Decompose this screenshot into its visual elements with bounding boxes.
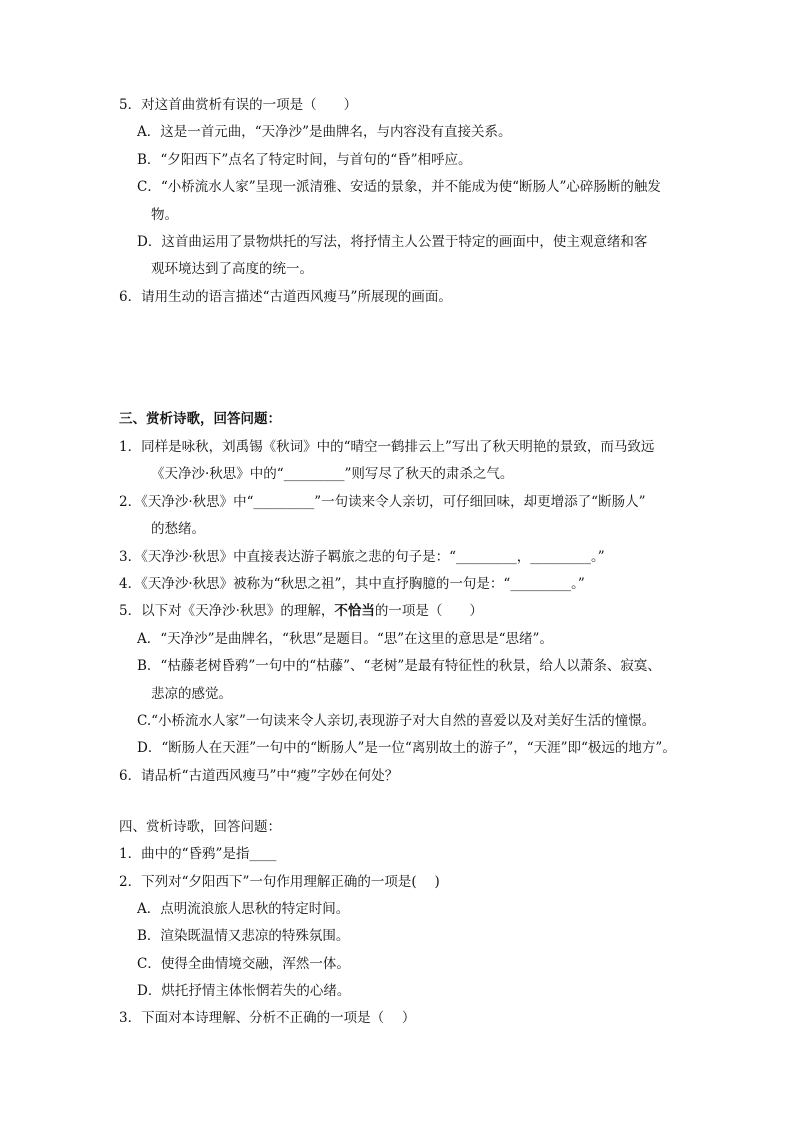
option-d-continued: 观环境达到了高度的统一。	[151, 261, 313, 277]
question-6: 6．请用生动的语言描述“古道西风瘦马”所展现的画面。	[119, 289, 452, 305]
option-d: D．这首曲运用了景物烘托的写法，将抒情主人公置于特定的画面中，使主观意绪和客	[137, 234, 648, 250]
s3-option-a: A．“天净沙”是曲牌名，“秋思”是题目。“思”在这里的意思是“思绪”。	[137, 631, 553, 647]
option-b: B．“夕阳西下”点名了特定时间，与首句的“昏”相呼应。	[137, 152, 472, 168]
section-3-heading: 三、赏析诗歌，回答问题：	[119, 411, 281, 427]
s3-question-1: 1．同样是咏秋，刘禹锡《秋词》中的“晴空一鹤排云上”写出了秋天明艳的景致，而马致远	[119, 439, 655, 455]
s4-option-a: A．点明流浪旅人思秋的特定时间。	[137, 901, 350, 917]
s4-option-b: B．渲染既温情又悲凉的特殊氛围。	[137, 928, 350, 944]
s3-question-1-continued: 《天净沙·秋思》中的“_________”则写尽了秋天的肃杀之气。	[151, 466, 514, 482]
s3-option-b: B．“枯藤老树昏鸦”一句中的“枯藤”、“老树”是最有特征性的秋景，给人以萧条、寂寞、	[137, 658, 661, 674]
question-5-stem: 5．对这首曲赏析有误的一项是（ ）	[119, 97, 358, 113]
s4-option-d: D．烘托抒情主体怅惘若失的心绪。	[137, 983, 351, 999]
s3-q5-stem-pre: 5．以下对《天净沙·秋思》的理解，	[119, 603, 335, 619]
s3-question-2: 2．《天净沙·秋思》中“_________”一句读来令人亲切，可仔细回味，却更增添了“断肠人”	[119, 494, 646, 510]
s3-option-b-continued: 悲凉的感觉。	[151, 686, 232, 702]
s3-option-c: C.“小桥流水人家”一句读来令人亲切,表现游子对大自然的喜爱以及对美好生活的憧憬。	[137, 713, 656, 729]
option-c-continued: 物。	[151, 207, 178, 223]
s3-question-6: 6．请品析“古道西风瘦马”中“瘦”字妙在何处？	[119, 768, 399, 784]
s4-question-1: 1．曲中的“昏鸦”是指____	[119, 846, 277, 862]
s4-question-3: 3．下面对本诗理解、分析不正确的一项是（ ）	[119, 1010, 416, 1026]
s4-question-2: 2．下列对“夕阳西下”一句作用理解正确的一项是( )	[119, 874, 440, 890]
s3-question-2-continued: 的愁绪。	[151, 521, 205, 537]
s3-q5-stem-post: 的一项是（ ）	[374, 603, 483, 619]
s3-question-4: 4．《天净沙·秋思》被称为“秋思之祖”，其中直抒胸臆的一句是：“_________。”	[119, 576, 585, 592]
s3-question-3: 3．《天净沙·秋思》中直接表达游子羁旅之悲的句子是：“_________，_________。”	[119, 549, 605, 565]
option-c: C．“小桥流水人家”呈现一派清雅、安适的景象，并不能成为使“断肠人”心碎肠断的触发	[137, 179, 661, 195]
s3-option-d: D．“断肠人在天涯”一句中的“断肠人”是一位“离别故土的游子”，“天涯”即“极远的地方”。	[137, 740, 676, 756]
s4-option-c: C．使得全曲情境交融，浑然一体。	[137, 956, 350, 972]
s3-q5-stem-emphasis: 不恰当	[334, 603, 375, 619]
s3-question-5-stem	[119, 602, 483, 620]
option-a: A．这是一首元曲，“天净沙”是曲牌名，与内容没有直接关系。	[137, 124, 512, 140]
section-4-heading: 四、赏析诗歌，回答问题：	[119, 819, 281, 835]
